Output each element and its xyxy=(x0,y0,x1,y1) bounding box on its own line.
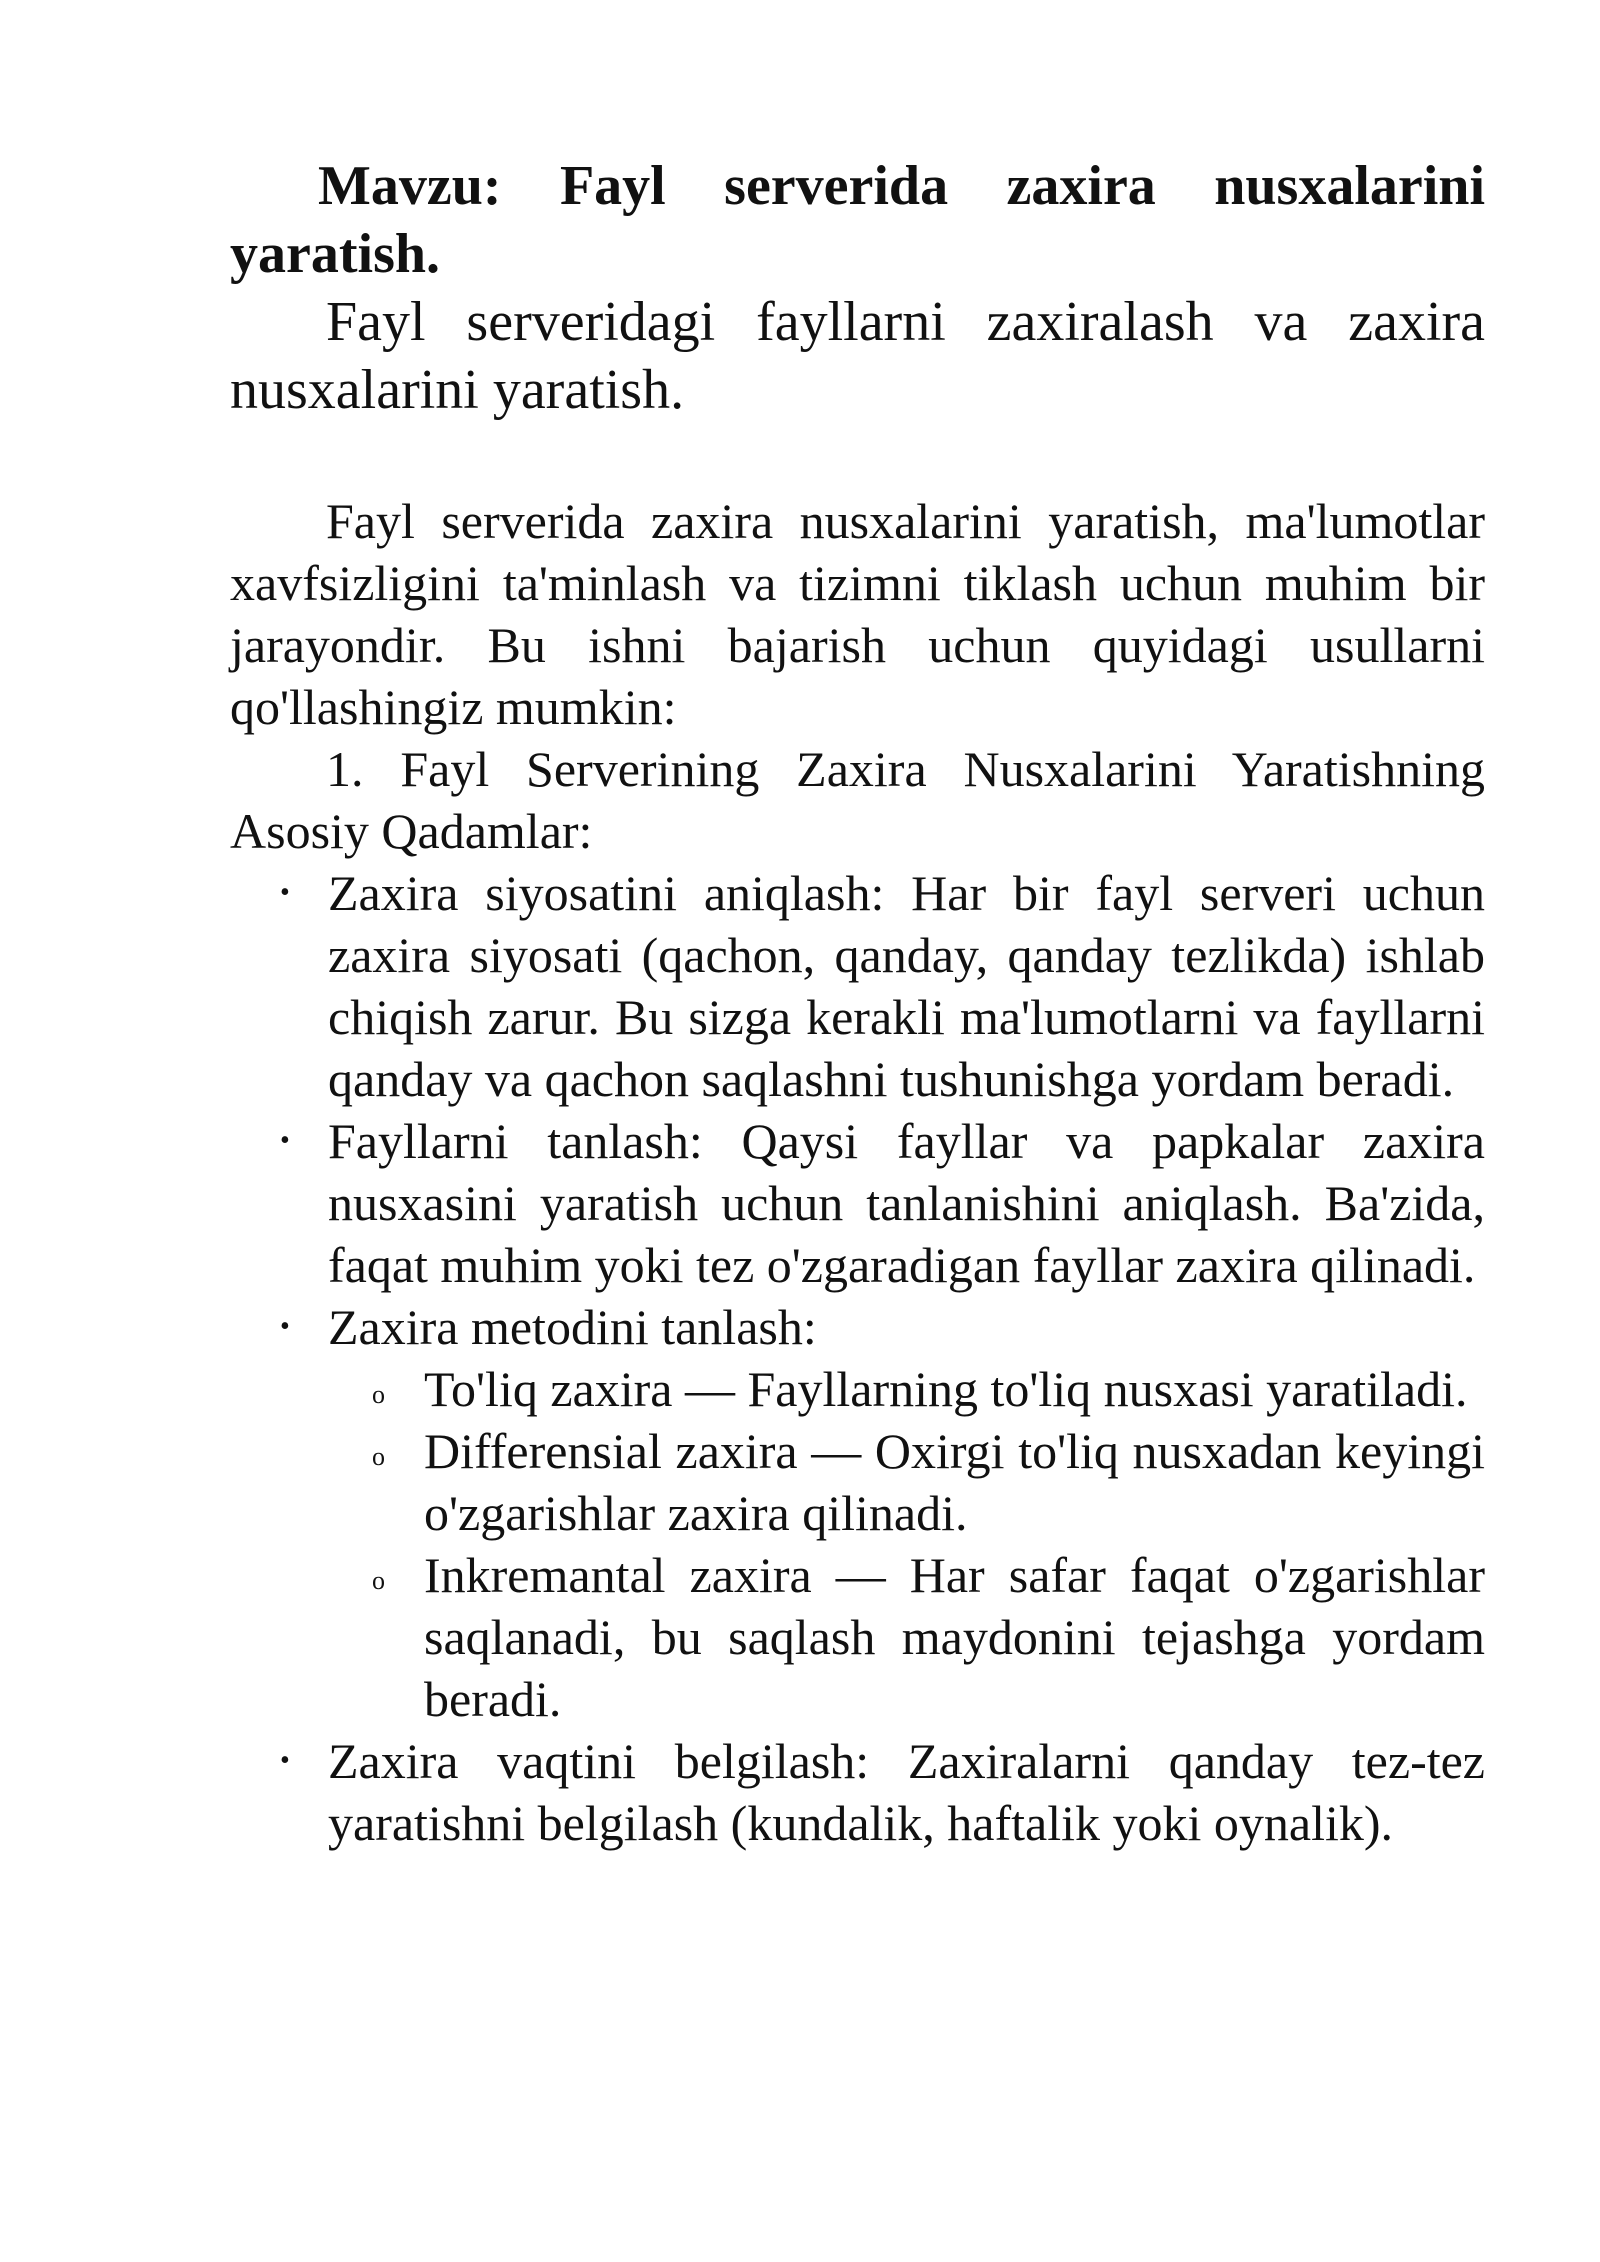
spacer xyxy=(230,424,1485,490)
bullet-icon: • xyxy=(280,877,290,908)
document-title: Mavzu: Fayl serverida zaxira nusxalarini yaratish. xyxy=(230,155,1485,285)
bullet-text: Zaxira vaqtini belgilash: Zaxiralarni qanday tez-tez yaratishni belgilash (kundalik, haftalik yoki oynalik). xyxy=(328,1733,1485,1851)
sub-bullet-text: To'liq zaxira — Fayllarning to'liq nusxasi yaratiladi. xyxy=(424,1361,1468,1417)
bullet-text: Fayllarni tanlash: Qaysi fayllar va papkalar zaxira nusxasini yaratish uchun tanlanishini aniqlash. Ba'zida, faqat muhim yoki tez o'zgaradigan fayllar zaxira qilinadi. xyxy=(328,1113,1485,1293)
bullet-icon: • xyxy=(280,1745,290,1776)
sub-bullet-text: Differensial zaxira — Oxirgi to'liq nusxadan keyingi o'zgarishlar zaxira qilinadi. xyxy=(424,1423,1485,1541)
sub-bullet-item xyxy=(328,1420,1485,1544)
bullet-item xyxy=(230,1110,1485,1296)
section-heading: 1. Fayl Serverining Zaxira Nusxalarini Yaratishning Asosiy Qadamlar: xyxy=(230,741,1485,859)
document-subtitle: Fayl serveridagi fayllarni zaxiralash va zaxira nusxalarini yaratish. xyxy=(230,291,1485,421)
bullet-item xyxy=(230,1296,1485,1730)
bullet-icon: • xyxy=(280,1125,290,1156)
bullet-item xyxy=(230,862,1485,1110)
bullet-icon: • xyxy=(280,1311,290,1342)
bullet-list xyxy=(230,862,1485,1854)
bullet-text: Zaxira siyosatini aniqlash: Har bir fayl serveri uchun zaxira siyosati (qachon, qanday, qanday tezlikda) ishlab chiqish zarur. Bu sizga kerakli ma'lumotlarni va fayllarni qanday va qachon saqlashni tushunishga yordam beradi. xyxy=(328,865,1485,1107)
circle-bullet-icon: o xyxy=(372,1442,385,1471)
bullet-text: Zaxira metodini tanlash: xyxy=(328,1299,817,1355)
circle-bullet-icon: o xyxy=(372,1380,385,1409)
bullet-item xyxy=(230,1730,1485,1854)
sub-bullet-text: Inkremantal zaxira — Har safar faqat o'zgarishlar saqlanadi, bu saqlash maydonini tejashga yordam beradi. xyxy=(424,1547,1485,1727)
sub-bullet-item xyxy=(328,1544,1485,1730)
sub-bullet-item xyxy=(328,1358,1485,1420)
circle-bullet-icon: o xyxy=(372,1566,385,1595)
intro-paragraph: Fayl serverida zaxira nusxalarini yaratish, ma'lumotlar xavfsizligini ta'minlash va tizimni tiklash uchun muhim bir jarayondir. Bu ishni bajarish uchun quyidagi usullarni qo'llashingiz mumkin: xyxy=(230,493,1485,735)
sub-bullet-list xyxy=(328,1358,1485,1730)
document-page xyxy=(230,152,1485,1854)
